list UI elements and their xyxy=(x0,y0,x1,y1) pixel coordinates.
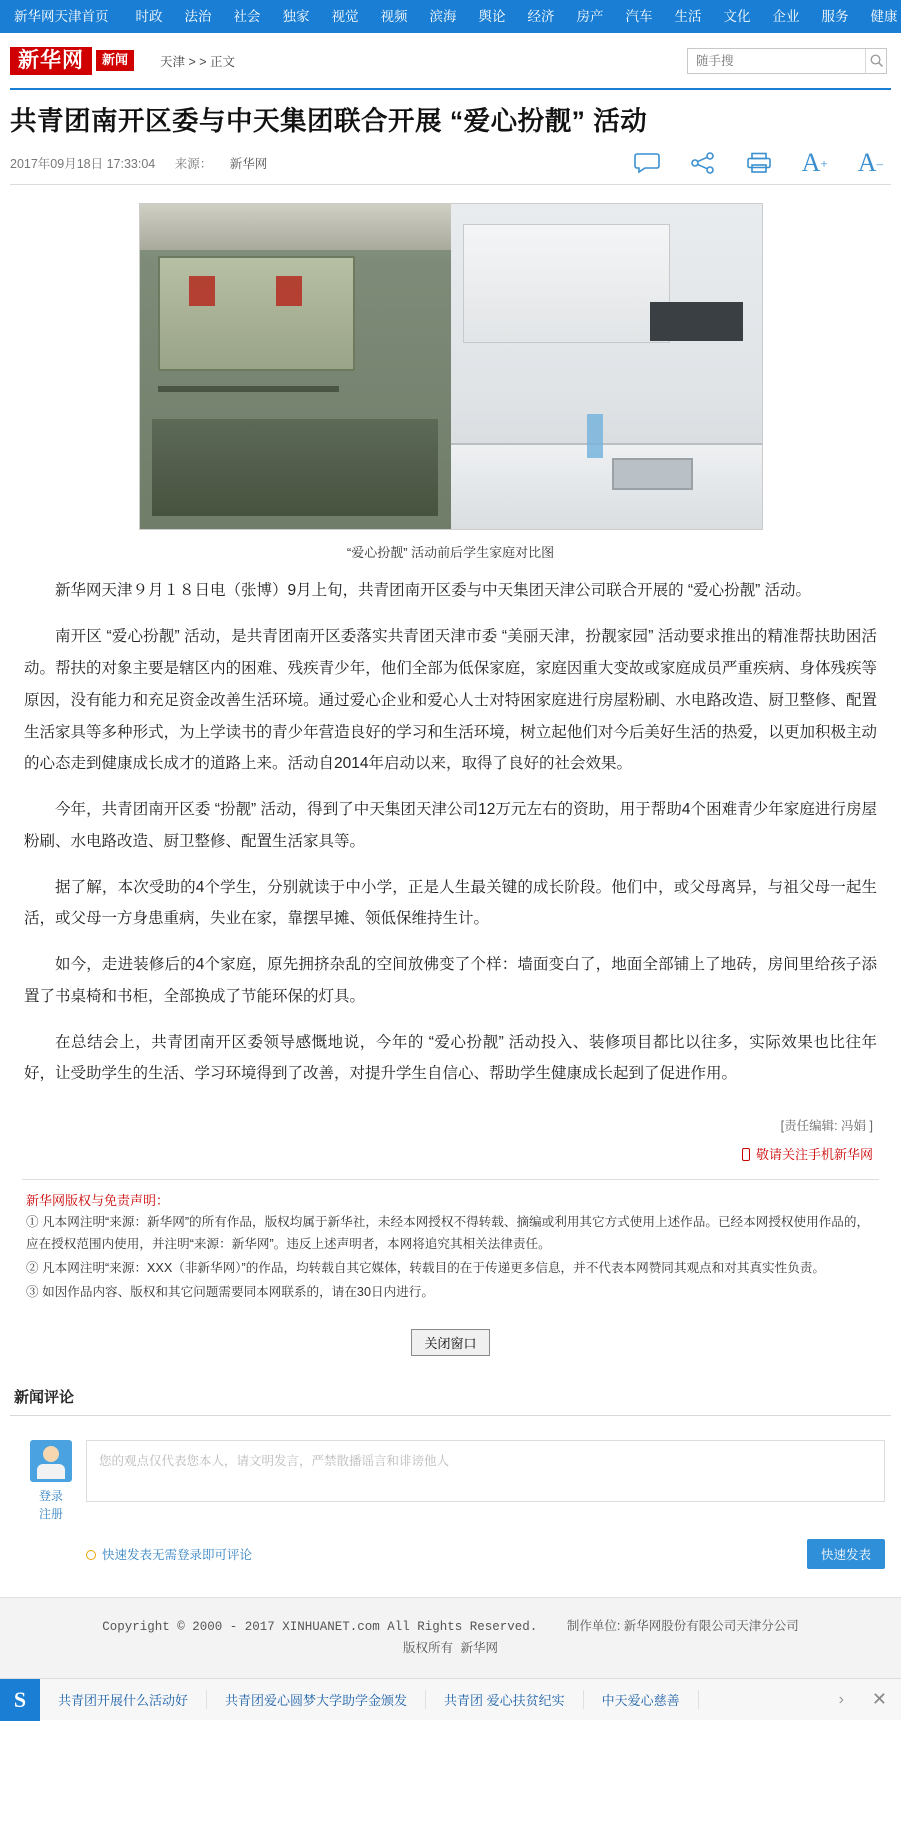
comment-footer xyxy=(10,1527,891,1569)
photo-before xyxy=(140,204,451,529)
topnav-item-shenghuo[interactable]: 生活 xyxy=(674,9,702,24)
bottom-promo-bar xyxy=(0,1678,901,1720)
topnav-item-fazhi[interactable]: 法治 xyxy=(184,9,212,24)
comment-box xyxy=(10,1416,891,1527)
header-divider xyxy=(10,88,891,90)
topnav-item-jingji[interactable]: 经济 xyxy=(527,9,555,24)
article-paragraph: 在总结会上，共青团南开区委领导感慨地说，今年的 “爱心扮靓” 活动投入、装修项目都比以往多，实际效果也比往年好，让受助学生的生活、学习环境得到了改善，对提升学生自信心、帮助学生健康成长起到了促进作用。 xyxy=(24,1033,877,1083)
close-icon[interactable]: ✕ xyxy=(871,1689,887,1710)
topnav-item-binhai[interactable]: 滨海 xyxy=(429,9,457,24)
page-title: 共青团南开区委与中天集团联合开展 “爱心扮靓” 活动 xyxy=(10,106,648,136)
sogou-logo-icon[interactable]: S xyxy=(0,1679,40,1721)
close-window-wrap xyxy=(22,1329,879,1356)
promo-item[interactable]: 共青团开展什么活动好 xyxy=(40,1690,207,1709)
register-link[interactable]: 注册 xyxy=(38,1507,63,1522)
comparison-photo xyxy=(139,203,763,530)
mobile-follow-link[interactable]: 敬请关注手机新华网 xyxy=(22,1144,879,1163)
source-label: 来源： xyxy=(174,157,213,172)
comment-user-col xyxy=(16,1440,86,1523)
chevron-right-icon[interactable]: › xyxy=(838,1690,844,1708)
disclaimer-block xyxy=(22,1179,879,1307)
disclaimer-item: ② 凡本网注明“来源：XXX（非新华网）”的作品，均转载自其它媒体，转载目的在于传递更多信息，并不代表本网赞同其观点和对其真实性负责。 xyxy=(26,1261,826,1276)
login-link[interactable]: 登录 xyxy=(38,1489,63,1504)
topnav-item-fangchan[interactable]: 房产 xyxy=(576,9,604,24)
disclaimer-item: ③ 如因作品内容、版权和其它问题需要同本网联系的，请在30日内进行。 xyxy=(26,1285,434,1300)
topnav-item-wenhua[interactable]: 文化 xyxy=(723,9,751,24)
article-paragraph: 南开区 “爱心扮靓” 活动，是共青团南开区委落实共青团天津市委 “美丽天津，扮靓家园” 活动要求推出的精准帮扶助困活动。帮扶的对象主要是辖区内的困难、残疾青少年，他们全部为低保家庭，家庭因重大变故或家庭成员严重疾病、身体残疾等原因，没有能力和充足资金改善生活环境。通过爱心企业和爱心人士对特困家庭进行房屋粉刷、水电路改造、厨卫整修、配置生活家具等多种形式，为上学读书的青少年营造良好的学习和生活环境，树立起他们对今后美好生活的热爱，以更加积极主动的心态走到健康成长成才的道路上来。活动自2014年启动以来，取得了良好的社会效果。 xyxy=(24,628,877,773)
disclaimer-title: 新华网版权与免责声明： xyxy=(26,1193,170,1209)
meta-divider xyxy=(10,184,891,185)
top-navigation[interactable] xyxy=(0,0,901,33)
footer-copyright: Copyright © 2000 - 2017 XINHUANET.com All Rights Reserved. xyxy=(102,1620,538,1635)
photo-after xyxy=(451,204,762,529)
promo-item[interactable]: 共青团爱心圆梦大学助学金颁发 xyxy=(207,1690,426,1709)
topnav-item-home[interactable]: 新华网天津首页 xyxy=(14,9,109,24)
site-logo[interactable] xyxy=(10,47,134,75)
font-increase-button[interactable]: A + xyxy=(801,148,828,178)
topnav-item-fuwu[interactable]: 服务 xyxy=(821,9,849,24)
article-paragraph: 如今，走进装修后的4个家庭，原先拥挤杂乱的空间放佛变了个样：墙面变白了，地面全部铺上了地砖，房间里给孩子添置了书桌椅和书柜，全部换成了节能环保的灯具。 xyxy=(24,956,877,1005)
site-header xyxy=(0,33,901,88)
publish-date: 2017年09月18日 17:33:04 xyxy=(10,157,156,172)
topnav-item-shizheng[interactable]: 时政 xyxy=(135,9,163,24)
article-body xyxy=(10,203,891,1356)
mobile-phone-icon xyxy=(742,1148,750,1161)
search-input[interactable] xyxy=(688,49,865,73)
article-paragraph: 据了解，本次受助的4个学生，分别就读于中小学，正是人生最关键的成长阶段。他们中，或父母离异，与祖父母一起生活，或父母一方身患重病，失业在家，靠摆早摊、领低保维持生计。 xyxy=(24,878,877,928)
close-window-button[interactable]: 关闭窗口 xyxy=(411,1329,489,1356)
footer-rights: 版权所有 新华网 xyxy=(402,1642,498,1657)
quick-post-note[interactable]: 快速发表无需登录即可评论 xyxy=(86,1545,252,1563)
print-icon[interactable] xyxy=(746,152,772,174)
topnav-item-qiye[interactable]: 企业 xyxy=(772,9,800,24)
article-paragraph: 今年，共青团南开区委 “扮靓” 活动，得到了中天集团天津公司12万元左右的资助，用于帮助4个困难青少年家庭进行房屋粉刷、水电路改造、厨卫整修、配置生活家具等。 xyxy=(24,801,877,850)
article-paragraph: 新华网天津９月１８日电（张博）9月上旬，共青团南开区委与中天集团天津公司联合开展的 “爱心扮靓” 活动。 xyxy=(55,582,812,600)
page-container xyxy=(0,88,901,1569)
share-icon[interactable] xyxy=(690,152,716,174)
editor-credit: [责任编辑: 冯娟 ] xyxy=(780,1119,873,1134)
search-box[interactable] xyxy=(687,48,887,74)
search-button[interactable] xyxy=(865,49,886,73)
post-comment-button[interactable]: 快速发表 xyxy=(807,1539,885,1569)
comments-heading: 新闻评论 xyxy=(10,1372,891,1416)
footer-maker: 制作单位: 新华网股份有限公司天津分公司 xyxy=(566,1619,799,1634)
topnav-item-shehui[interactable]: 社会 xyxy=(233,9,261,24)
promo-item[interactable]: 共青团 爱心扶贫纪实 xyxy=(426,1690,584,1709)
bulb-icon xyxy=(86,1550,96,1560)
comment-icon[interactable] xyxy=(634,152,660,174)
article-meta xyxy=(10,150,891,184)
topnav-item-qiche[interactable]: 汽车 xyxy=(625,9,653,24)
topnav-item-shipin[interactable]: 视频 xyxy=(380,9,408,24)
meta-left xyxy=(10,154,267,172)
article-tools[interactable] xyxy=(634,150,891,176)
search-icon xyxy=(869,53,884,68)
topnav-item-dujia[interactable]: 独家 xyxy=(282,9,310,24)
topnav-item-jiankang[interactable]: 健康 xyxy=(870,9,898,24)
source-name: 新华网 xyxy=(229,157,268,172)
breadcrumb: 天津 > > 正文 xyxy=(160,54,236,69)
site-footer xyxy=(0,1597,901,1678)
topnav-item-yulun[interactable]: 舆论 xyxy=(478,9,506,24)
comment-input[interactable]: 您的观点仅代表您本人，请文明发言，严禁散播谣言和诽谤他人 xyxy=(86,1440,885,1502)
logo-xinhua[interactable]: 新华网 xyxy=(10,47,92,75)
logo-news-badge[interactable]: 新闻 xyxy=(96,50,134,71)
topnav-item-shijue[interactable]: 视觉 xyxy=(331,9,359,24)
font-decrease-button[interactable]: A – xyxy=(857,148,883,178)
disclaimer-item: ① 凡本网注明“来源：新华网”的所有作品，版权均属于新华社，未经本网授权不得转载、摘编或利用其它方式使用上述作品。已经本网授权使用作品的，应在授权范围内使用，并注明“来源：新华网”。违反上述声明者，本网将追究其相关法律责任。 xyxy=(26,1215,870,1252)
avatar xyxy=(30,1440,72,1482)
article-figure xyxy=(22,203,879,561)
figure-caption: “爱心扮靓” 活动前后学生家庭对比图 xyxy=(346,545,555,561)
promo-item[interactable]: 中天爱心慈善 xyxy=(584,1690,699,1709)
